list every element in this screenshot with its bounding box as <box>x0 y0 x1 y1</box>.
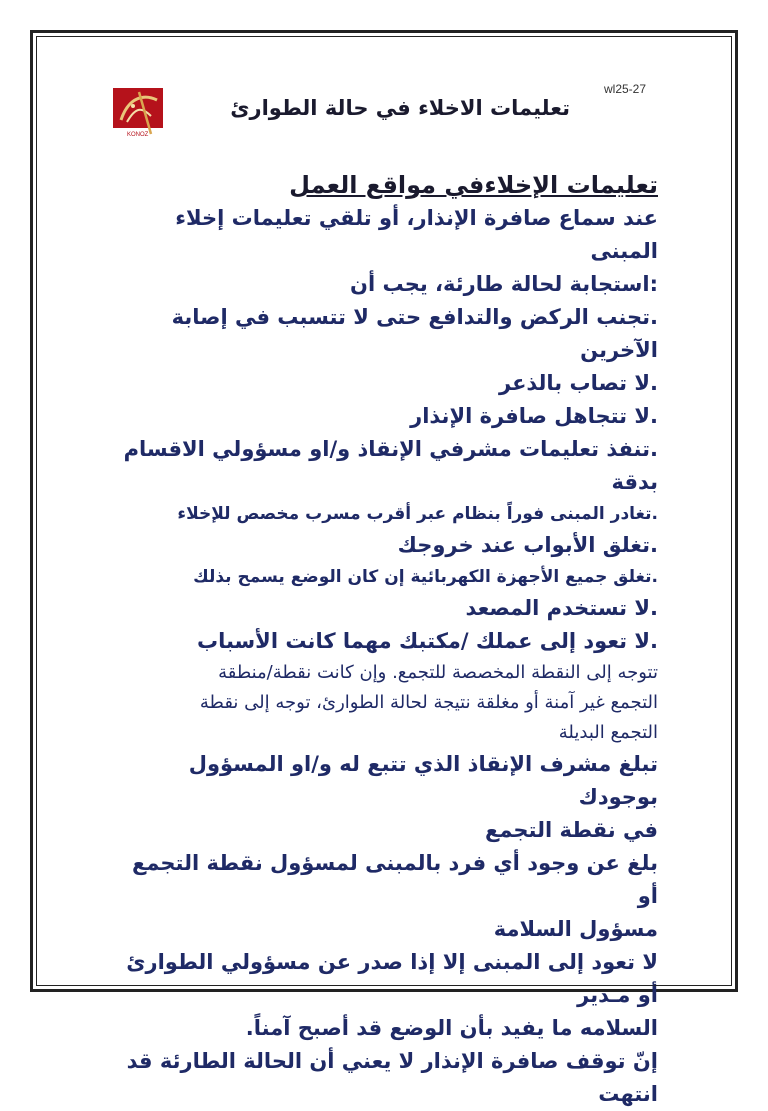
notify-line: تبلغ مشرف الإنقاذ الذي تتبع له و/او المسؤول بوجودك <box>188 752 658 809</box>
instruction-item: .لا تتجاهل صافرة الإنذار <box>410 404 658 428</box>
report-line: مسؤول السلامة <box>493 917 658 941</box>
instruction-item: .تجنب الركض والتدافع حتى لا تتسبب في إصابة الآخرين <box>171 305 658 362</box>
instruction-item: .تغلق الأبواب عند خروجك <box>397 533 658 557</box>
assembly-line: تتوجه إلى النقطة المخصصة للتجمع. وإن كانت نقطة/منطقة <box>218 662 658 683</box>
instruction-item: .تنفذ تعليمات مشرفي الإنقاذ و/او مسؤولي الاقسام بدقة <box>123 437 658 494</box>
intro-line: :استجابة لحالة طارئة، يجب أن <box>350 272 658 296</box>
notify-line: في نقطة التجمع <box>484 818 658 842</box>
instruction-item: .تغلق جميع الأجهزة الكهربائية إن كان الوضع يسمح بذلك <box>193 567 658 587</box>
svg-text:KONOZ: KONOZ <box>127 132 149 138</box>
document-title: تعليمات الاخلاء في حالة الطوارئ <box>230 96 570 120</box>
instruction-item: .لا تصاب بالذعر <box>499 371 658 395</box>
assembly-line: التجمع غير آمنة أو مغلقة نتيجة لحالة الطوارئ، توجه إلى نقطة <box>199 692 658 713</box>
return-line: السلامه ما يفيد بأن الوضع قد أصبح آمناً. <box>245 1016 658 1040</box>
instructions-body <box>110 168 658 1111</box>
assembly-line: التجمع البديلة <box>558 722 658 743</box>
instruction-item: .لا تعود إلى عملك /مكتبك مهما كانت الأسباب <box>196 629 658 653</box>
document-code: wl25-27 <box>604 82 647 96</box>
section-heading: تعليمات الإخلاءفي مواقع العمل <box>289 171 658 199</box>
return-line: لا تعود إلى المبنى إلا إذا صدر عن مسؤولي الطوارئ أو مـدير <box>126 950 658 1007</box>
final-note: إنّ توقف صافرة الإنذار لا يعني أن الحالة الطارئة قد انتهت <box>126 1049 658 1106</box>
intro-line: عند سماع صافرة الإنذار، أو تلقي تعليمات إخلاء المبنى <box>175 206 658 263</box>
instruction-item: .لا تستخدم المصعد <box>465 596 658 620</box>
instruction-item: .تغادر المبنى فوراً بنظام عبر أقرب مسرب مخصص للإخلاء <box>177 504 658 524</box>
company-logo <box>111 86 169 138</box>
report-line: بلغ عن وجود أي فرد بالمبنى لمسؤول نقطة التجمع أو <box>131 851 658 908</box>
